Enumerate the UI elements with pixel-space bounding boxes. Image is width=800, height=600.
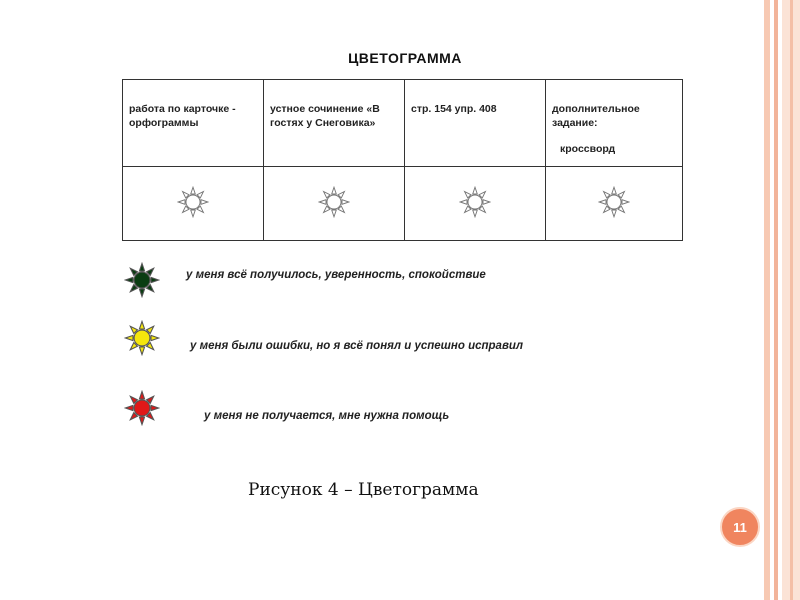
color-chart-table xyxy=(122,79,683,241)
cell-text: стр. 154 упр. 408 xyxy=(411,103,497,115)
table-sun-cell xyxy=(405,167,546,241)
cell-text: устное сочинение «В гостях у Снеговика» xyxy=(270,103,380,129)
red-sun-icon xyxy=(124,390,160,426)
table-header-cell xyxy=(405,80,546,167)
decor-stripe xyxy=(764,0,770,600)
yellow-sun-icon xyxy=(124,320,160,356)
table-header-row xyxy=(123,80,683,167)
legend-text: у меня были ошибки, но я всё понял и успешно исправил xyxy=(190,340,524,352)
sun-outline-icon xyxy=(598,186,630,218)
cell-text: работа по карточке - орфограммы xyxy=(129,103,236,129)
legend-text: у меня всё получилось, уверенность, спокойствие xyxy=(186,269,486,281)
decor-stripe xyxy=(790,0,793,600)
table-sun-cell xyxy=(546,167,683,241)
page-title: ЦВЕТОГРАММА xyxy=(348,50,462,66)
table-sun-cell xyxy=(123,167,264,241)
page-number-badge: 11 xyxy=(720,507,760,547)
figure-caption: Рисунок 4 – Цветограмма xyxy=(248,480,479,500)
sun-outline-icon xyxy=(459,186,491,218)
legend-text: у меня не получается, мне нужна помощь xyxy=(204,410,450,422)
table-header-cell xyxy=(546,80,683,167)
decor-stripe xyxy=(774,0,778,600)
green-sun-icon xyxy=(124,262,160,298)
sun-outline-icon xyxy=(318,186,350,218)
table-sun-cell xyxy=(264,167,405,241)
sun-outline-icon xyxy=(177,186,209,218)
table-sun-row xyxy=(123,167,683,241)
table-header-cell xyxy=(123,80,264,167)
cell-subtext: кроссворд xyxy=(560,143,616,155)
cell-text: дополнительное задание: xyxy=(552,103,640,129)
table-header-cell xyxy=(264,80,405,167)
